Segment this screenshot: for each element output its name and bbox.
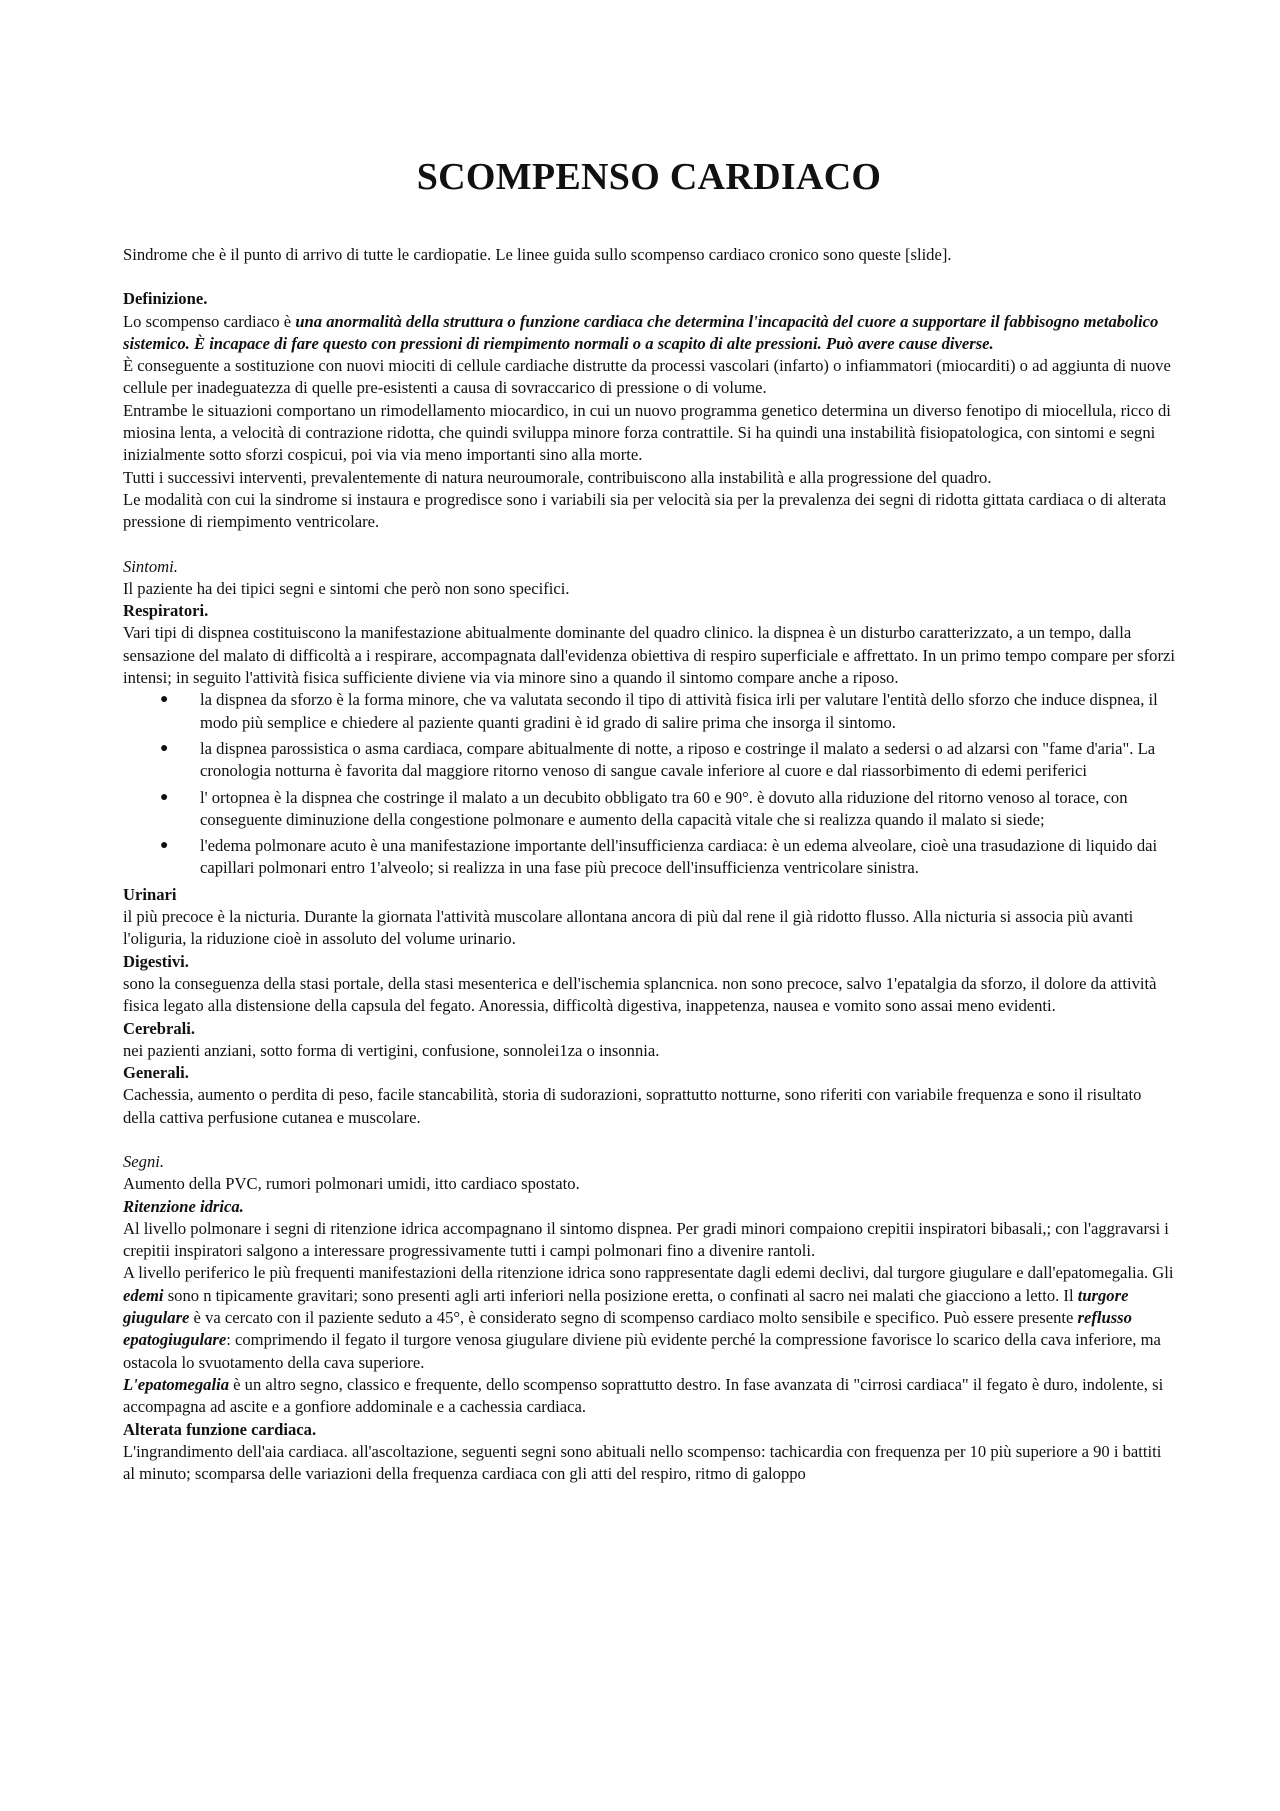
bullet-icon: ● <box>160 692 169 708</box>
list-item: ● l'edema polmonare acuto è una manifestazione importante dell'insufficienza cardiaca: è un edema alveolare, cioè una trasudazione di liquido dai capillari polmonari entro 1'alveolo; si realizza in una fase più precoce dell'insufficienza ventricolare sinistra. <box>160 836 1158 878</box>
bullet-icon: ● <box>160 740 169 756</box>
page-title: SCOMPENSO CARDIACO <box>416 156 882 198</box>
definizione-lead: Lo scompenso cardiaco è <box>123 311 296 331</box>
cerebrali-heading: Cerebrali. <box>123 1018 196 1038</box>
list-item: ● la dispnea parossistica o asma cardiaca, compare abitualmente di notte, a riposo e costringe il malato a sedersi o ad alzarsi con "fame d'aria". La cronologia notturna è favorita dal maggiore ritorno venoso di sangue cavale inferiore al cuore e dal riassorbimento di edemi periferici <box>160 738 1156 781</box>
definizione-p3: Tutti i successivi interventi, prevalentemente di natura neuroumorale, contribuiscono alla instabilità e alla progressione del quadro. <box>123 467 992 487</box>
alterata-text: L'ingrandimento dell'aia cardiaca. all'ascoltazione, seguenti segni sono abituali nello scompenso: tachicardia con frequenza per 10 più superiore a 90 i battiti al minuto; scomparsa delle variazioni della frequenza cardiaca con gli atti del respiro, ritmo di galoppo <box>123 1441 1162 1484</box>
respiratori-heading: Respiratori. <box>123 601 209 621</box>
bullet-icon: ● <box>160 789 169 805</box>
document-body <box>123 244 1175 1485</box>
ritenzione-p1: Al livello polmonare i segni di ritenzione idrica accompagnano il sintomo dispnea. Per gradi minori compaiono crepitii inspiratori bibasali,; con l'aggravarsi i crepitii inspiratori salgono a interessare progressivamente tutti i campi polmonari fino a divenire rantoli. <box>123 1218 1169 1261</box>
sintomi-intro: Il paziente ha dei tipici segni e sintomi che però non sono specifici. <box>123 578 570 598</box>
respiratori-text: Vari tipi di dispnea costituiscono la manifestazione abitualmente dominante del quadro clinico. la dispnea è un disturbo caratterizzato, a un tempo, dalla sensazione del malato di difficoltà a i respirare, accompagnata dall'evidenza obiettiva di respiro superficiale e affrettato. In un primo tempo compare per sforzi intensi; in seguito l'attività fisica sufficiente diviene via via minore sino a quando il sintomo compare anche a riposo. <box>123 623 1175 688</box>
segni-heading: Segni. <box>123 1151 165 1171</box>
ritenzione-p2: A livello periferico le più frequenti manifestazioni della ritenzione idrica sono rappresentate dagli edemi declivi, dal turgore giugulare e dall'epatomegalia. Gli edemi sono n tipicamente gravitari; sono presenti agli arti inferiori nella posizione eretta, o confinati al sacro nei malati che giacciono a letto. Il turgore giugulare è va cercato con il paziente seduto a 45°, è considerato segno di scompenso cardiaco molto sensibile e specifico. Può essere presente reflusso epatogiugulare: comprimendo il fegato il turgore venosa giugulare diviene più evidente perché la compressione favorisce lo scarico della cava inferiore, ma ostacola lo svuotamento della cava superiore. <box>123 1263 1174 1372</box>
urinari-heading: Urinari <box>123 884 177 904</box>
epatomegalia-paragraph: L'epatomegalia è un altro segno, classico e frequente, dello scompenso soprattutto destro. In fase avanzata di "cirrosi cardiaca" il fegato è duro, indolente, si accompagna ad ascite e a gonfiore addominale e a cachessia cardiaca. <box>123 1374 1164 1417</box>
term-reflusso-epatogiugulare: reflusso epatogiugulare <box>123 1308 1132 1350</box>
bullet-icon: ● <box>160 838 169 854</box>
ritenzione-heading: Ritenzione idrica. <box>123 1196 244 1216</box>
segni-intro: Aumento della PVC, rumori polmonari umidi, itto cardiaco spostato. <box>123 1174 580 1194</box>
generali-text: Cachessia, aumento o perdita di peso, facile stancabilità, storia di sudorazioni, soprattutto notturne, sono riferiti con variabile frequenza e sono il risultato della cattiva perfusione cutanea e muscolare. <box>123 1085 1142 1127</box>
dispnea-list <box>123 689 1175 879</box>
urinari-text: il più precoce è la nicturia. Durante la giornata l'attività muscolare allontana ancora di più dal rene il già ridotto flusso. Alla nicturia si associa più avanti l'oliguria, la riduzione cioè in assoluto del volume urinario. <box>123 907 1134 949</box>
term-epatomegalia: L'epatomegalia <box>123 1374 229 1394</box>
definizione-p1: È conseguente a sostituzione con nuovi miociti di cellule cardiache distrutte da processi vascolari (infarto) o infiammatori (miocarditi) o ad aggiunta di nuove cellule per inadeguatezza di quelle pre-esistenti a causa di sovraccarico di pressione o di volume. <box>123 356 1171 398</box>
sintomi-heading: Sintomi. <box>123 556 178 576</box>
generali-heading: Generali. <box>123 1063 189 1083</box>
definizione-heading: Definizione. <box>123 289 208 309</box>
list-item: ● la dispnea da sforzo è la forma minore, che va valutata secondo il tipo di attività fisica irli per valutare l'entità dello sforzo che induce dispnea, il modo più semplice e chiedere al paziente quanti gradini è id grado di salire prima che insorga il sintomo. <box>160 690 1158 732</box>
digestivi-heading: Digestivi. <box>123 951 189 971</box>
term-edemi: edemi <box>123 1285 164 1305</box>
definizione-p4: Le modalità con cui la sindrome si instaura e progredisce sono i variabili sia per velocità sia per la prevalenza dei segni di ridotta gittata cardiaca o di alterata pressione di riempimento ventricolare. <box>123 489 1167 532</box>
list-item: ● l' ortopnea è la dispnea che costringe il malato a un decubito obbligato tra 60 e 90°. è dovuto alla riduzione del ritorno venoso al torace, con conseguente diminuzione della congestione polmonare e aumento della capacità vitale che si realizza quando il malato si siede; <box>160 787 1128 829</box>
term-turgore-giugulare: turgore giugulare <box>123 1285 1129 1328</box>
definizione-paragraph <box>123 311 1175 356</box>
digestivi-text: sono la conseguenza della stasi portale, della stasi mesenterica e dell'ischemia splancnica. non sono precoce, salvo 1'epatalgia da sforzo, il dolore da attività fisica legato alla distensione della capsula del fegato. Anoressia, difficoltà digestiva, inappetenza, nausea e vomito sono assai meno evidenti. <box>123 973 1157 1016</box>
alterata-heading: Alterata funzione cardiaca. <box>123 1419 317 1439</box>
definizione-emphasis: una anormalità della struttura o funzione cardiaca che determina l'incapacità del cuore a supportare il fabbisogno metabolico sistemico. È incapace di fare questo con pressioni di riempimento normali o a scapito di alte pressioni. Può avere cause diverse. <box>123 311 1159 353</box>
cerebrali-text: nei pazienti anziani, sotto forma di vertigini, confusione, sonnolei1za o insonnia. <box>123 1040 660 1060</box>
intro-paragraph: Sindrome che è il punto di arrivo di tutte le cardiopatie. Le linee guida sullo scompenso cardiaco cronico sono queste [slide]. <box>123 245 952 264</box>
definizione-p2: Entrambe le situazioni comportano un rimodellamento miocardico, in cui un nuovo programma genetico determina un diverso fenotipo di miocellula, ricco di miosina lenta, a velocità di contrazione ridotta, che quindi sviluppa minore forza contrattile. Si ha quindi una instabilità fisiopatologica, con sintomi e segni inizialmente sotto sforzi cospicui, poi via via meno importanti sino alla morte. <box>123 400 1171 465</box>
